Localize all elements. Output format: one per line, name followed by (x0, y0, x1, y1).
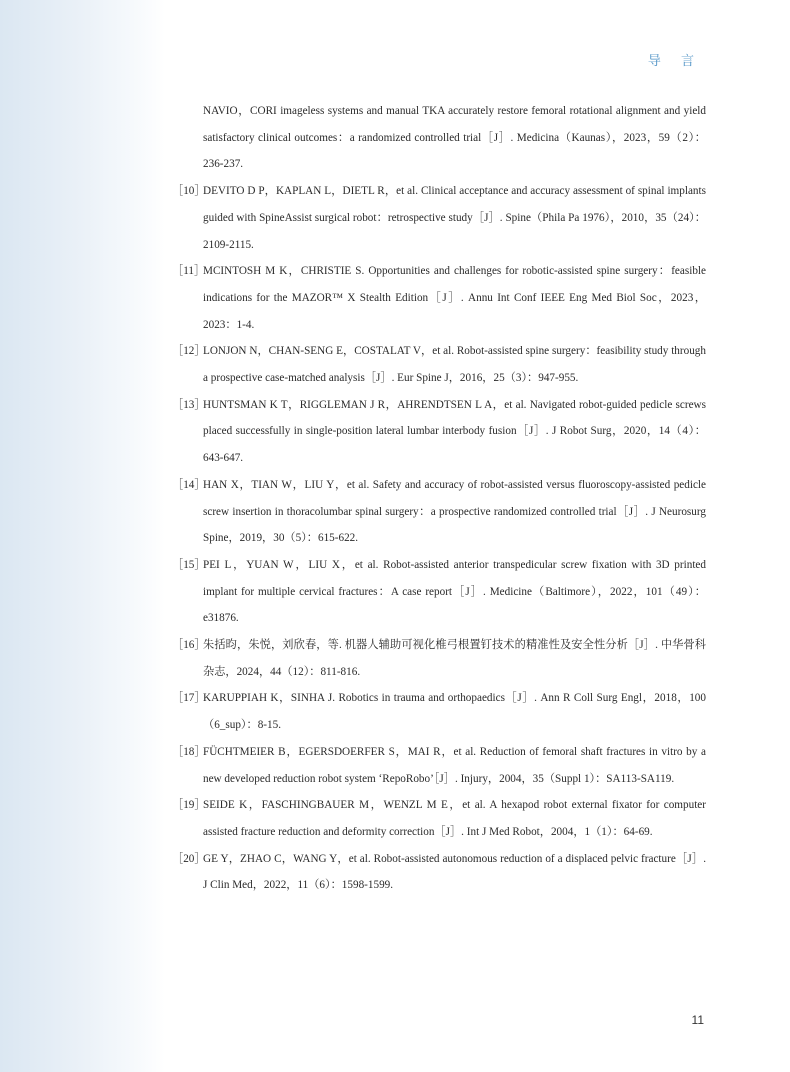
reference-item (172, 338, 706, 391)
reference-text: GE Y，ZHAO C，WANG Y，et al. Robot-assisted autonomous reduction of a displaced pelvic fracture［J］. J Clin Med，2022，11（6）：1598-1599. (203, 852, 706, 892)
reference-text: SEIDE K，FASCHINGBAUER M，WENZL M E，et al. A hexapod robot external fixator for computer assisted fracture reduction and deformity correction［J］. Int J Med Robot，2004，1（1）：64-69. (203, 799, 706, 838)
reference-text: NAVIO，CORI imageless systems and manual TKA accurately restore femoral rotational alignment and yield satisfactory clinical outcomes：a randomized controlled trial［J］. Medicina（Kaunas），2023，59（2）：236-237. (203, 105, 706, 171)
reference-number: ［14］ (172, 478, 206, 491)
page-number: 11 (691, 1013, 704, 1027)
reference-number: ［11］ (172, 265, 206, 278)
reference-item (172, 739, 706, 792)
reference-item (172, 178, 706, 258)
reference-text: 朱括昀，朱悦，刘欣春，等. 机器人辅助可视化椎弓根置钉技术的精准性及安全性分析［J］. 中华骨科杂志，2024，44（12）：811-816. (203, 639, 706, 678)
reference-item (172, 792, 706, 845)
reference-text: FÜCHTMEIER B，EGERSDOERFER S，MAI R，et al. Reduction of femoral shaft fractures in vitro by a new developed reduction robot system ‘RepoRobo’［J］. Injury，2004，35（Suppl 1）：SA113-SA119. (203, 745, 706, 785)
reference-text: HUNTSMAN K T，RIGGLEMAN J R，AHRENDTSEN L A，et al. Navigated robot-guided pedicle screws placed successfully in single-position lateral lumbar interbody fusion［J］. J Robot Surg，2020，14（4）：643-647. (203, 398, 706, 465)
side-gradient-band (0, 0, 165, 1072)
reference-number: ［15］ (172, 558, 206, 571)
reference-item (172, 685, 706, 738)
reference-text: MCINTOSH M K，CHRISTIE S. Opportunities and challenges for robotic-assisted spine surgery：feasible indications for the MAZOR™ X Stealth Edition［J］. Annu Int Conf IEEE Eng Med Biol Soc，2023，2023：1-4. (203, 265, 706, 331)
reference-number: ［13］ (172, 398, 206, 411)
reference-text: DEVITO D P，KAPLAN L，DIETL R，et al. Clinical acceptance and accuracy assessment of spinal implants guided with SpineAssist surgical robot：retrospective study［J］. Spine（Phila Pa 1976），2010，35（24）：2109-2115. (203, 185, 706, 251)
reference-text: KARUPPIAH K，SINHA J. Robotics in trauma and orthopaedics［J］. Ann R Coll Surg Engl，2018，100（6_sup）：8-15. (203, 692, 706, 732)
section-header: 导 言 (647, 54, 702, 69)
reference-number: ［19］ (172, 799, 206, 812)
reference-item (172, 472, 706, 552)
reference-number: ［17］ (172, 692, 206, 705)
reference-item (172, 552, 706, 632)
reference-text: HAN X，TIAN W，LIU Y，et al. Safety and accuracy of robot-assisted versus fluoroscopy-assisted pedicle screw insertion in thoracolumbar spinal surgery：a prospective randomized controlled trial［J］. J Neurosurg Spine，2019，30（5）：615-622. (203, 478, 706, 545)
reference-list (172, 98, 706, 899)
reference-number: ［16］ (172, 639, 206, 652)
reference-text: PEI L，YUAN W，LIU X，et al. Robot-assisted anterior transpedicular screw fixation with 3D printed implant for multiple cervical fractures：A case report［J］. Medicine（Baltimore），2022，101（49）：e31876. (203, 558, 706, 625)
reference-item (172, 258, 706, 338)
reference-item (172, 98, 706, 178)
reference-number: ［20］ (172, 852, 206, 865)
reference-item (172, 846, 706, 899)
reference-text: LONJON N，CHAN-SENG E，COSTALAT V，et al. Robot-assisted spine surgery：feasibility study through a prospective case-matched analysis［J］. Eur Spine J，2016，25（3）：947-955. (203, 345, 706, 385)
reference-number: ［10］ (172, 185, 206, 198)
reference-item (172, 632, 706, 685)
reference-item (172, 392, 706, 472)
reference-number: ［12］ (172, 345, 206, 358)
reference-number: ［18］ (172, 745, 206, 758)
